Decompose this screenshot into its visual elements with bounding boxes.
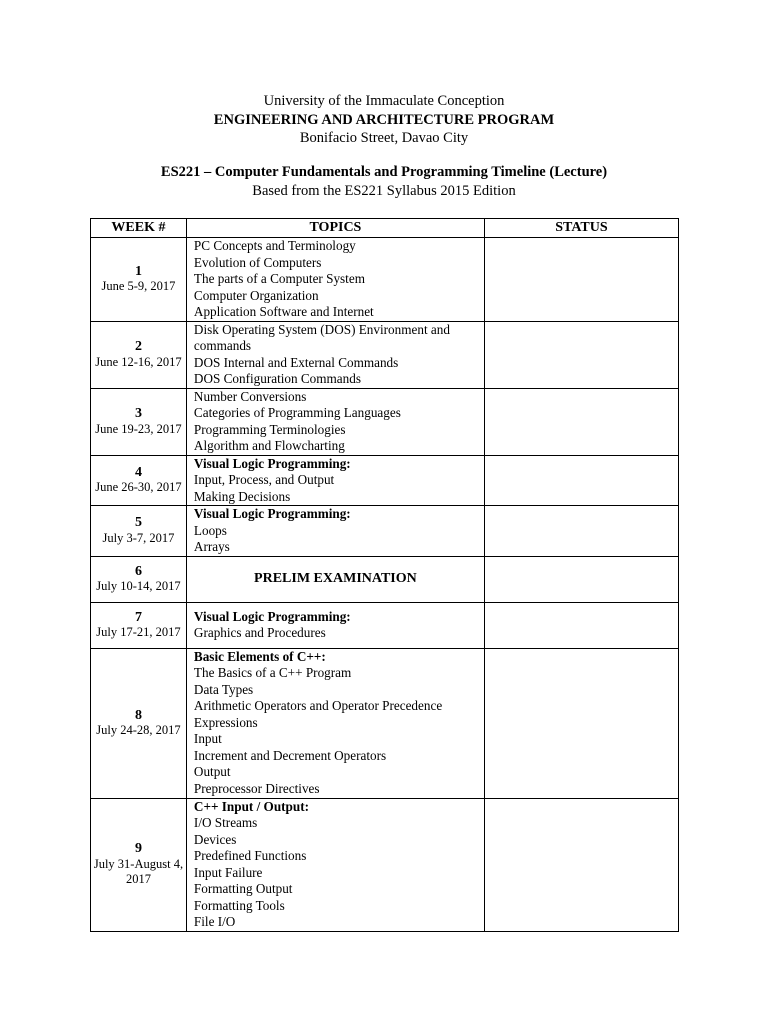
topic-item: I/O Streams [193,815,258,830]
document-title: ES221 – Computer Fundamentals and Programming Timeline (Lecture) [160,164,608,180]
topic-item: Input Failure [193,864,263,880]
week-cell [91,506,187,557]
table-row [91,798,679,931]
topic-item: Arithmetic Operators and Operator Precedence [193,698,443,713]
address: Bonifacio Street, Davao City [299,130,469,146]
topic-item: Input, Process, and Output [193,472,335,487]
topic-item: Algorithm and Flowcharting [193,438,345,453]
topic-item: DOS Internal and External Commands [193,354,399,370]
topic-heading: C++ Input / Output: [193,798,309,814]
topics-cell [186,798,484,931]
topic-heading: Visual Logic Programming: [193,455,351,471]
table-row [91,602,679,648]
topic-item: Output [193,764,231,779]
topics-cell [186,506,484,557]
topic-item: Predefined Functions [193,848,307,863]
topics-cell [186,388,484,455]
topic-item: Programming Terminologies [193,421,346,437]
week-number: 8 [134,707,142,723]
topics-cell [186,648,484,798]
status-cell [484,388,678,455]
topic-heading: Visual Logic Programming: [193,506,351,521]
week-cell [91,238,187,322]
status-cell [484,455,678,506]
document-subheader [0,163,768,200]
university-name: University of the Immaculate Conception [263,93,505,109]
week-number: 9 [134,841,142,857]
topic-item: Preprocessor Directives [193,780,320,796]
topic-item: Number Conversions [193,388,307,404]
table-row [91,321,679,388]
status-cell [484,602,678,648]
document-header [0,92,768,148]
topics-cell [186,455,484,506]
topic-item: Devices [193,831,237,847]
table-row [91,506,679,557]
week-cell [91,648,187,798]
topic-item: Data Types [193,681,254,697]
week-cell [91,602,187,648]
topic-item: Loops [193,522,227,538]
topic-item: The Basics of a C++ Program [193,665,352,680]
week-number: 2 [134,339,142,354]
week-number: 1 [134,263,142,279]
status-cell [484,556,678,602]
week-date: June 12-16, 2017 [95,354,182,369]
exam-label: PRELIM EXAMINATION [254,570,417,586]
status-cell [484,321,678,388]
week-cell [91,321,187,388]
topics-cell [186,602,484,648]
week-number: 4 [134,464,142,480]
week-cell [91,388,187,455]
week-date: July 24-28, 2017 [96,723,181,737]
topic-item: Disk Operating System (DOS) Environment and commands [193,321,450,353]
week-date: June 5-9, 2017 [101,279,176,294]
topic-item: Formatting Tools [193,897,285,913]
week-date: June 26-30, 2017 [95,480,182,495]
topic-item: Evolution of Computers [193,254,322,270]
topics-cell [186,556,484,602]
topic-item: Graphics and Procedures [193,625,326,640]
topic-item: Formatting Output [193,881,293,896]
topic-item: PC Concepts and Terminology [193,238,356,253]
status-cell [484,648,678,798]
program-name: ENGINEERING AND ARCHITECTURE PROGRAM [213,111,555,128]
topic-item: Making Decisions [193,488,291,504]
week-date: July 10-14, 2017 [96,579,181,593]
table-row [91,556,679,602]
topic-item: Input [193,731,222,746]
topic-item: DOS Configuration Commands [193,371,361,386]
table-row [91,455,679,506]
topic-heading: Basic Elements of C++: [193,648,326,664]
topics-cell [186,238,484,322]
week-number: 6 [134,563,142,579]
status-cell [484,238,678,322]
week-date: July 17-21, 2017 [96,625,181,639]
column-header-status: STATUS [484,219,678,238]
week-number: 3 [134,406,142,421]
week-cell [91,798,187,931]
topic-item: Increment and Decrement Operators [193,747,387,763]
table-header-row [91,219,679,238]
topic-item: Arrays [193,539,230,554]
topic-heading: Visual Logic Programming: [193,608,351,624]
topic-item: File I/O [193,914,236,929]
table-row [91,388,679,455]
week-date: July 3-7, 2017 [102,530,175,545]
week-cell [91,455,187,506]
column-header-topics: TOPICS [186,219,484,238]
topic-item: The parts of a Computer System [193,271,365,286]
week-date: June 19-23, 2017 [95,421,182,436]
topic-item: Expressions [193,714,258,730]
topic-item: Categories of Programming Languages [193,405,401,420]
table-row [91,238,679,322]
status-cell [484,506,678,557]
week-cell [91,556,187,602]
topic-item: Computer Organization [193,287,319,303]
week-number: 5 [134,515,142,531]
week-number: 7 [134,609,142,625]
document-subtitle: Based from the ES221 Syllabus 2015 Edition [252,182,516,199]
week-date: July 31-August 4, 2017 [93,856,184,887]
topics-cell [186,321,484,388]
status-cell [484,798,678,931]
table-body [91,238,679,932]
column-header-week: WEEK # [91,219,187,238]
topic-item: Application Software and Internet [193,304,374,319]
timeline-table [90,218,679,932]
table-row [91,648,679,798]
